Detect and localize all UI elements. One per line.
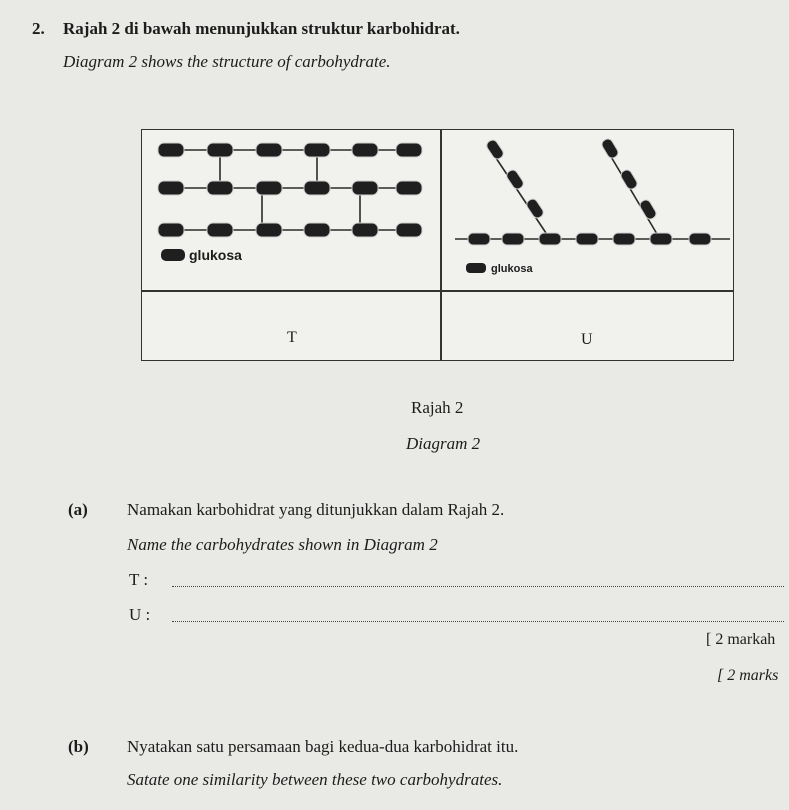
panel-u-linear-structure [455, 150, 730, 239]
panel-t-glucose-units [158, 143, 422, 237]
part-a-letter: (a) [68, 500, 88, 519]
answer-u-line[interactable] [172, 621, 784, 622]
answer-t-line[interactable] [172, 586, 784, 587]
diagram-table [141, 129, 734, 361]
part-b-text-malay: Nyatakan satu persamaan bagi kedua-dua karbohidrat itu. [127, 737, 519, 756]
part-b-text-english: Satate one similarity between these two carbohydrates. [127, 770, 503, 789]
marks-english: [ 2 marks [717, 667, 779, 684]
diagram-caption-malay: Rajah 2 [411, 398, 464, 417]
answer-t-label: T : [129, 570, 149, 589]
panel-t-legend-glucose-symbol [161, 249, 185, 261]
carbohydrate-structures-drawing [142, 130, 735, 362]
marks-malay: [ 2 markah [706, 631, 776, 648]
part-b-letter: (b) [68, 737, 89, 756]
question-text-malay: Rajah 2 di bawah menunjukkan struktur karbohidrat. [63, 19, 460, 38]
panel-t-label: T [287, 329, 297, 346]
question-text-english: Diagram 2 shows the structure of carbohydrate. [63, 52, 391, 71]
answer-u-label: U : [129, 605, 151, 624]
panel-u-glucose-units [468, 137, 711, 245]
part-a-text-english: Name the carbohydrates shown in Diagram 2 [127, 535, 438, 554]
panel-u-legend-label: glukosa [491, 263, 533, 275]
panel-u-legend-glucose-symbol [466, 263, 486, 273]
diagram-caption-english: Diagram 2 [406, 434, 481, 453]
panel-t-legend-label: glukosa [189, 247, 242, 263]
part-a-text-malay: Namakan karbohidrat yang ditunjukkan dalam Rajah 2. [127, 500, 505, 519]
panel-u-label: U [581, 331, 593, 348]
question-number: 2. [32, 19, 45, 38]
